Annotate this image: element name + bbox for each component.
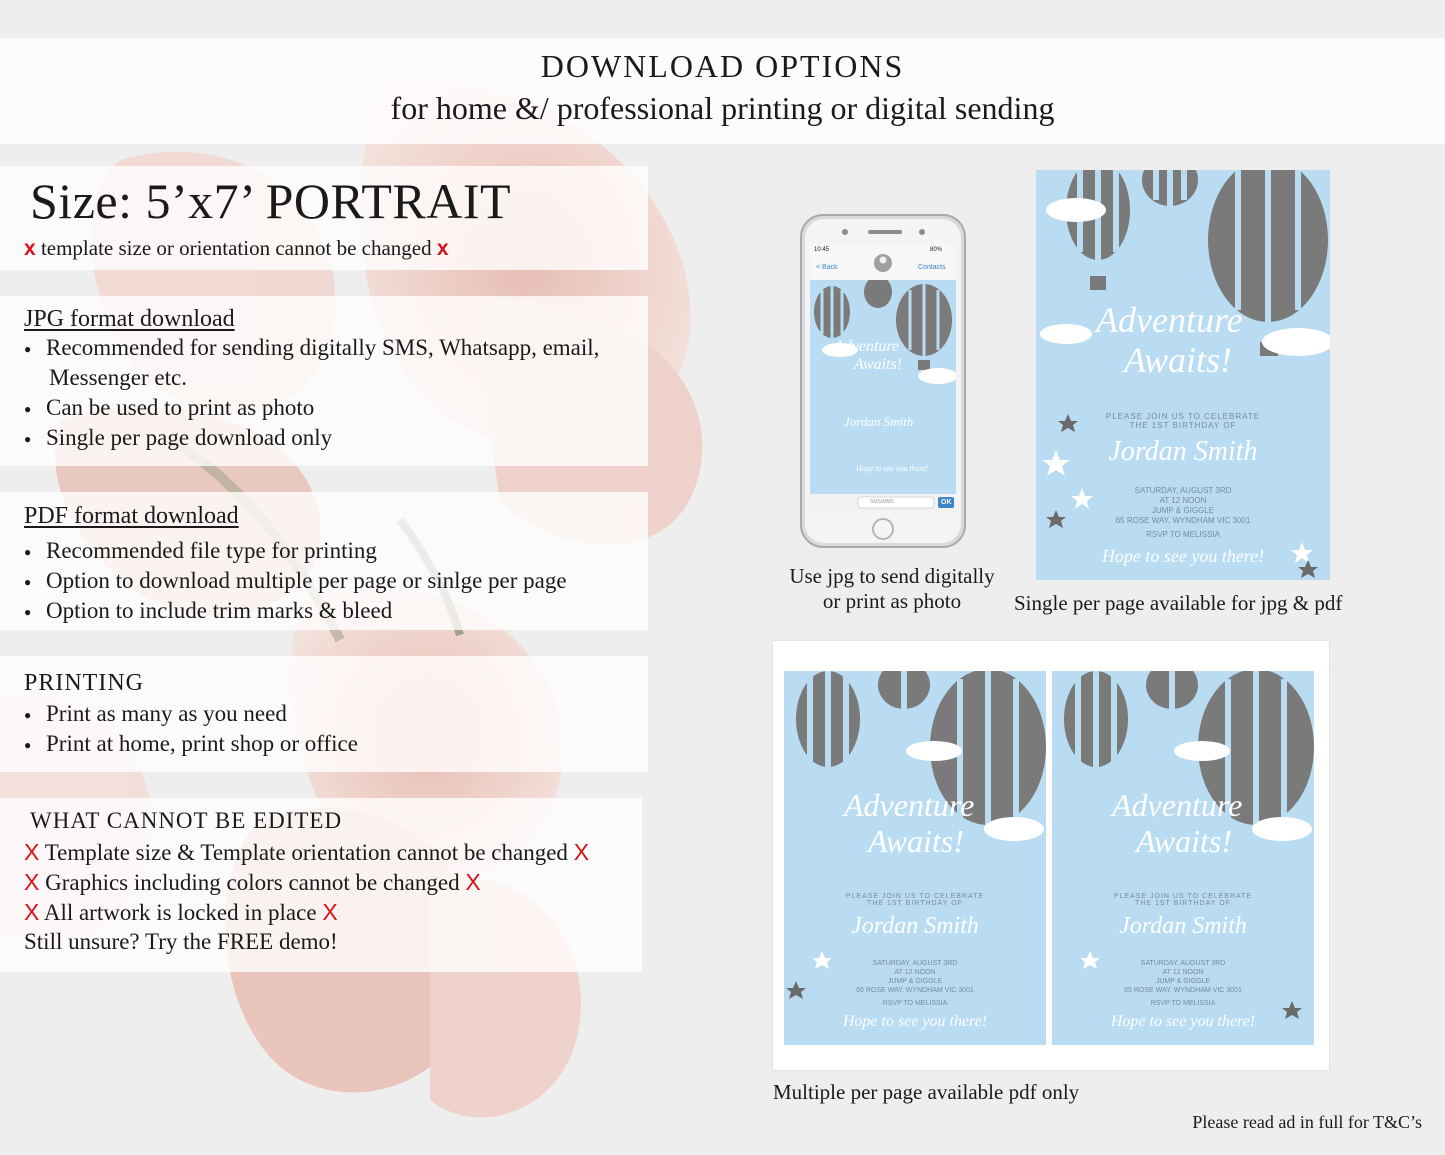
red-x-icon: X (465, 869, 481, 895)
multiple-caption: Multiple per page available pdf only (773, 1080, 1080, 1104)
invite-closing: Hope to see you there! (1101, 546, 1265, 566)
phone-caption: Use jpg to send digitally or print as photo (789, 564, 995, 613)
page-subtitle: for home &/ professional printing or digital sending (390, 90, 1055, 126)
invite-join: PLEASE JOIN US TO CELEBRATE THE 1ST BIRTHDAY OF (1105, 412, 1261, 430)
jpg-item: ● Single per page download only (46, 425, 332, 451)
phone-sms-input[interactable]: SMS/MMS (870, 499, 894, 505)
single-caption: Single per page available for jpg & pdf (1014, 591, 1343, 615)
invite-join: PLEASE JOIN US TO CELEBRATE THE 1ST BIRTHDAY OF (1113, 893, 1253, 907)
pdf-item: ● Option to include trim marks & bleed (46, 598, 392, 624)
pdf-item: ● Recommended file type for printing (46, 538, 377, 564)
invite-title: Adventure Awaits! (1112, 787, 1243, 859)
multi-invite-card-left (784, 671, 1046, 1045)
invite-name: Jordan Smith (1119, 913, 1247, 939)
jpg-heading: JPG format download (24, 306, 235, 332)
printing-item: ● Print as many as you need (46, 701, 287, 727)
not-editable-item (24, 869, 481, 896)
single-invite-card (1036, 170, 1330, 580)
jpg-item: ● Recommended for sending digitally SMS, Whatsapp, email, (46, 335, 599, 361)
invite-details: SATURDAY, AUGUST 3RD AT 12 NOON JUMP & GIGGLE 65 ROSE WAY, WYNDHAM VIC 3001 RSVP TO MELISSIA (1115, 486, 1251, 539)
size-title: Size: 5’x7’ PORTRAIT (30, 173, 512, 229)
not-editable-text: Graphics including colors cannot be changed (45, 870, 460, 895)
red-x-icon: X (573, 839, 590, 865)
not-editable-text: Template size & Template orientation cannot be changed (44, 840, 568, 865)
invite-join: PLEASE JOIN US TO CELEBRATE THE 1ST BIRTHDAY OF (845, 893, 985, 907)
not-editable-item (24, 839, 589, 866)
not-editable-heading: WHAT CANNOT BE EDITED (30, 808, 343, 833)
red-x-icon: x (24, 237, 36, 260)
invite-details: SATURDAY, AUGUST 3RD AT 12 NOON JUMP & GIGGLE 65 ROSE WAY, WYNDHAM VIC 3001 RSVP TO MELISSIA (1124, 960, 1242, 1007)
red-x-icon: X (24, 899, 40, 925)
invite-closing: Hope to see you there! (1110, 1013, 1256, 1030)
printing-heading: PRINTING (24, 670, 144, 696)
not-editable-text: All artwork is locked in place (43, 900, 317, 925)
multi-invite-card-right (1052, 671, 1314, 1045)
phone-back-link[interactable]: < Back (816, 264, 838, 271)
invite-title: Adventure Awaits! (844, 787, 975, 859)
phone-invite-preview (810, 280, 956, 494)
jpg-item: ● Can be used to print as photo (46, 395, 314, 421)
hot-air-balloons-illustration (810, 280, 956, 494)
invite-name: Jordan Smith (851, 913, 979, 939)
terms-footnote: Please read ad in full for T&C’s (1192, 1112, 1422, 1132)
phone-time: 10:45 (814, 247, 830, 253)
phone-ok-button[interactable]: OK (941, 499, 952, 506)
pdf-heading: PDF format download (24, 503, 239, 529)
printing-item: ● Print at home, print shop or office (46, 731, 358, 757)
red-x-icon: x (436, 237, 449, 260)
red-x-icon: X (24, 839, 40, 865)
invite-closing: Hope to see you there! (856, 464, 929, 473)
red-x-icon: X (24, 869, 40, 895)
invite-closing: Hope to see you there! (842, 1013, 988, 1030)
invite-name: Jordan Smith (1108, 436, 1258, 467)
invite-title: Adventure Awaits! (1096, 300, 1243, 380)
not-editable-item (24, 899, 338, 926)
header-banner (0, 38, 1445, 144)
pdf-item: ● Option to download multiple per page or sinlge per page (46, 568, 567, 594)
invite-title: Adventure Awaits! (834, 338, 903, 373)
phone-contacts-link[interactable]: Contacts (918, 264, 946, 271)
page-title: DOWNLOAD OPTIONS (540, 48, 905, 84)
jpg-item-continued: Messenger etc. (49, 365, 187, 390)
size-note-text: template size or orientation cannot be changed (40, 236, 432, 260)
red-x-icon: X (322, 899, 338, 925)
invite-name: Jordan Smith (844, 414, 914, 429)
size-note (24, 236, 449, 261)
invite-details: SATURDAY, AUGUST 3RD AT 12 NOON JUMP & GIGGLE 65 ROSE WAY, WYNDHAM VIC 3001 RSVP TO MELISSIA (856, 960, 974, 1007)
phone-battery: 80% (930, 247, 943, 253)
free-demo-note: Still unsure? Try the FREE demo! (24, 929, 338, 954)
